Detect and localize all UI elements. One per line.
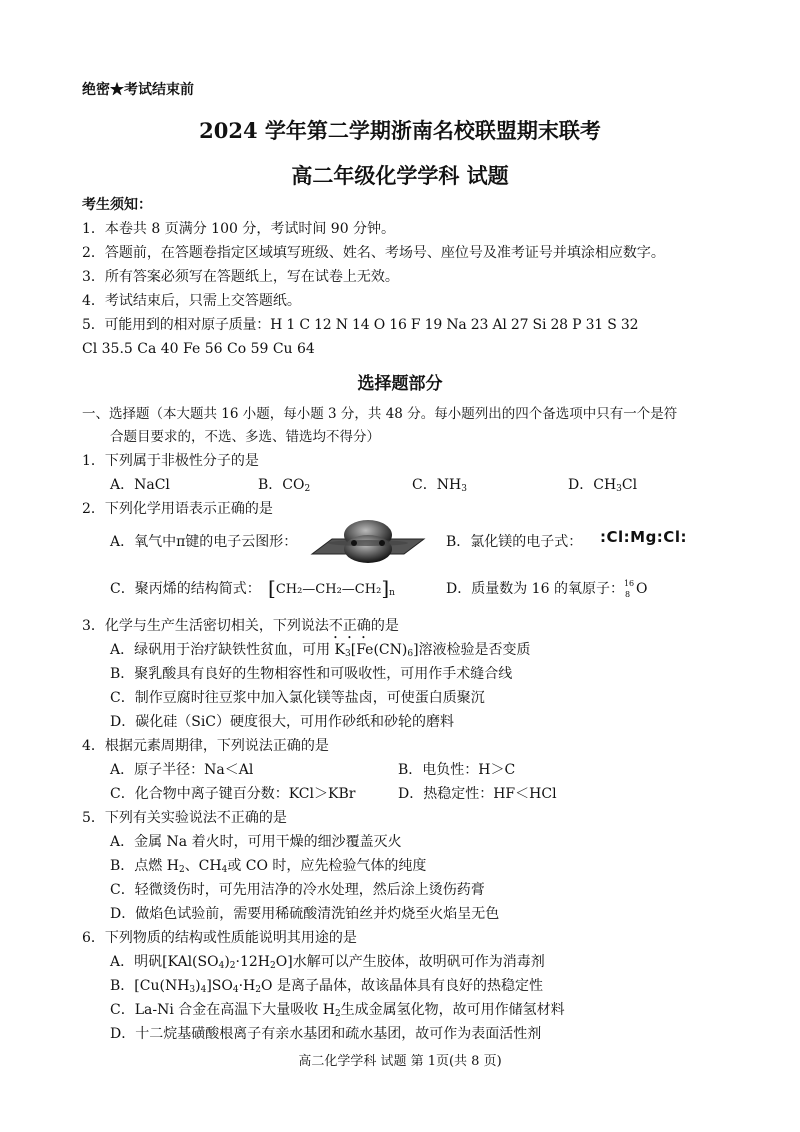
exam-subtitle: 高二年级化学学科 试题 (291, 163, 509, 188)
subscript: 6 (407, 649, 414, 659)
subscript: 2 (304, 484, 311, 494)
repeat-unit: CH₂—CH₂—CH₂ (275, 582, 382, 597)
question-6-stem: 6．下列物质的结构或性质能说明其用途的是 (82, 930, 357, 946)
question-1-stem: 1．下列属于非极性分子的是 (82, 453, 259, 469)
mgcl2-electron-formula: :Cl:Mg:Cl: (600, 528, 687, 546)
option-text: ]SO (206, 978, 233, 994)
q5-option-b (110, 857, 426, 875)
option-text: B．点燃 H (110, 858, 179, 874)
q3-option-c: C．制作豆腐时往豆浆中加入氯化镁等盐卤，可使蛋白质聚沉 (110, 690, 485, 706)
question-2-stem: 2．下列化学用语表示正确的是 (82, 501, 273, 517)
q3-option-d: D．碳化硅（SiC）硬度很大，可用作砂纸和砂轮的磨料 (110, 714, 455, 730)
option-text: ]溶液检验是否变质 (413, 642, 531, 658)
option-text: D．质量数为 16 的氧原子： (446, 581, 624, 597)
option-text: NaCl (134, 477, 170, 493)
option-text: ) (195, 978, 201, 994)
q4-option-a: A．原子半径：Na＜Al (110, 762, 254, 778)
notice-item: 2．答题前，在答题卷指定区域填写班级、姓名、考场号、座位号及准考证号并填涂相应数字。 (82, 245, 665, 261)
question-5-stem: 5．下列有关实验说法不正确的是 (82, 810, 287, 826)
section-intro-cont: 合题目要求的，不选、多选、错选均不得分） (110, 429, 380, 445)
q2-option-b: B．氯化镁的电子式： (446, 534, 583, 550)
q1-option-d (568, 476, 637, 494)
option-label: B． (258, 477, 283, 493)
option-text: ·H (238, 978, 256, 994)
option-text: CH (593, 477, 617, 493)
option-text: C．La-Ni 合金在高温下大量吸收 H (110, 1002, 335, 1018)
subscript-n: n (389, 588, 395, 598)
notice-item: 4．考试结束后，只需上交答题纸。 (82, 293, 301, 309)
subscript: 2 (334, 1009, 341, 1019)
option-text: 、CH (184, 858, 222, 874)
q5-option-a: A．金属 Na 着火时，可用干燥的细沙覆盖灭火 (110, 834, 402, 850)
subscript: 3 (345, 649, 351, 659)
q6-option-b (110, 977, 543, 995)
element-symbol: O (635, 581, 648, 597)
q2-option-c: C．聚丙烯的结构简式： (110, 581, 261, 597)
option-text: B．[Cu(NH (110, 978, 190, 994)
notice-heading: 考生须知： (82, 197, 152, 213)
confidential-label: 绝密★考试结束前 (82, 82, 194, 98)
subscript: 2 (178, 865, 185, 875)
page-footer: 高二化学学科 试题 第 1页(共 8 页) (298, 1054, 502, 1069)
q6-option-d: D．十二烷基磺酸根离子有亲水基团和疏水基团，故可作为表面活性剂 (110, 1026, 542, 1042)
option-text: A．明矾[KAl(SO (110, 954, 219, 970)
q3-option-a (110, 641, 531, 659)
q4-option-b: B．电负性：H＞C (398, 762, 516, 778)
question-4-stem: 4．根据元素周期律，下列说法正确的是 (82, 738, 329, 754)
notice-item: 5．可能用到的相对原子质量：H 1 C 12 N 14 O 16 F 19 Na 23 Al 27 Si 28 P 31 S 32 (82, 317, 639, 333)
q6-option-c (110, 1001, 565, 1019)
atomic-number: 8 (624, 590, 631, 599)
option-text: Cl (621, 477, 638, 493)
option-text: A．绿矾用于治疗缺铁性贫血，可用 K (110, 642, 346, 658)
option-text: [Fe(CN) (350, 642, 408, 658)
q4-option-d: D．热稳定性：HF＜HCl (398, 786, 557, 802)
option-label: C． (412, 477, 437, 493)
notice-item-cont: Cl 35.5 Ca 40 Fe 56 Co 59 Cu 64 (82, 341, 315, 357)
nuclide-notation (623, 579, 636, 599)
section-intro: 一、选择题（本大题共 16 小题，每小题 3 分，共 48 分。每小题列出的四个备选项中只有一个是符 (82, 406, 678, 422)
q2-option-d (446, 580, 647, 598)
emphasized-text: 不正确 (328, 618, 371, 634)
q1-option-a (110, 476, 170, 494)
exam-title: 2024 学年第二学期浙南名校联盟期末联考 (199, 118, 601, 143)
q5-option-d: D．做焰色试验前，需要用稀硫酸清洗铂丝并灼烧至火焰呈无色 (110, 906, 500, 922)
option-label: A． (110, 477, 135, 493)
option-text: 或 CO 时，应先检验气体的纯度 (227, 858, 427, 874)
option-text: O]水解可以产生胶体，故明矾可作为消毒剂 (275, 954, 545, 970)
option-text: 生成金属氢化物，故可用作储氢材料 (340, 1002, 565, 1018)
mass-number: 16 (623, 579, 635, 588)
option-text: O 是离子晶体，故该晶体具有良好的热稳定性 (261, 978, 543, 994)
subscript: 4 (200, 985, 207, 995)
q3-option-b: B．聚乳酸具有良好的生物相容性和可吸收性，可用作手术缝合线 (110, 666, 513, 682)
bracket-right: ] (381, 576, 390, 600)
q5-option-c: C．轻微烫伤时，可先用洁净的冷水处理，然后涂上烫伤药膏 (110, 882, 485, 898)
option-text: CO (282, 477, 305, 493)
stem-text: 的是 (370, 618, 399, 634)
section-title: 选择题部分 (357, 374, 443, 394)
q1-option-b (258, 476, 310, 494)
polypropylene-structure (268, 576, 395, 600)
option-text: NH (436, 477, 462, 493)
subscript: 4 (218, 961, 225, 971)
stem-text: 3．化学与生产生活密切相关，下列说法 (82, 618, 329, 634)
subscript: 3 (189, 985, 196, 995)
question-3-stem (82, 617, 399, 642)
q6-option-a (110, 953, 545, 971)
subscript: 3 (461, 484, 467, 494)
subscript: 2 (229, 961, 236, 971)
q4-option-c: C．化合物中离子键百分数：KCl＞KBr (110, 786, 356, 802)
option-text: ·12H (235, 954, 271, 970)
notice-item: 1．本卷共 8 页满分 100 分，考试时间 90 分钟。 (82, 221, 396, 237)
q2-option-a: A．氧气中π键的电子云图形： (110, 534, 298, 550)
subscript: 4 (221, 865, 228, 875)
option-text: ) (224, 954, 230, 970)
subscript: 2 (270, 961, 276, 971)
subscript: 2 (255, 985, 262, 995)
q1-option-c (412, 476, 467, 494)
subscript: 3 (616, 484, 622, 494)
notice-item: 3．所有答案必须写在答题纸上，写在试卷上无效。 (82, 269, 399, 285)
subscript: 4 (232, 985, 239, 995)
option-label: D． (568, 477, 594, 493)
bracket-left: [ (268, 576, 276, 600)
pi-bond-electron-cloud-diagram (306, 518, 428, 564)
